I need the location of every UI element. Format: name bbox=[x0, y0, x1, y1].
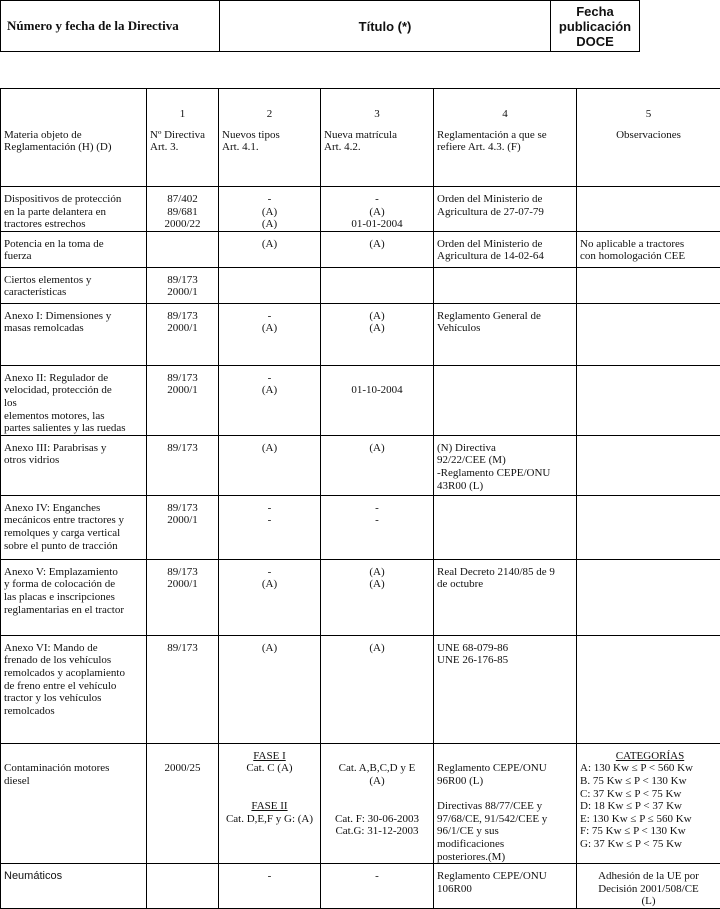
cell-observaciones bbox=[577, 864, 720, 909]
cell-line: (A) bbox=[321, 775, 433, 788]
cell-materia bbox=[1, 365, 147, 435]
cell-line: 01-10-2004 bbox=[321, 384, 433, 397]
cell-line: Reglamentación (H) (D) bbox=[4, 141, 146, 154]
cell-line: en la parte delantera en bbox=[4, 206, 146, 219]
cell-line: 2000/1 bbox=[147, 578, 218, 591]
table-row bbox=[1, 231, 720, 267]
cell-reglamentacion bbox=[434, 267, 577, 303]
table-row bbox=[1, 365, 720, 435]
cell-line: (A) bbox=[219, 218, 320, 231]
header-fecha-line3: DOCE bbox=[551, 34, 639, 49]
cell-line: mecánicos entre tractores y bbox=[4, 514, 146, 527]
table-row bbox=[1, 864, 720, 909]
cell-line: (N) Directiva bbox=[437, 442, 576, 455]
cell-line: Anexo VI: Mando de bbox=[4, 642, 146, 655]
cell-line: 2000/1 bbox=[147, 322, 218, 335]
cell-line: - bbox=[321, 502, 433, 515]
cell-directiva bbox=[147, 267, 219, 303]
cell-line: - bbox=[321, 193, 433, 206]
cell-reglamentacion bbox=[434, 187, 577, 232]
cell-line: Agricultura de 27-07-79 bbox=[437, 206, 576, 219]
cell-line: (A) bbox=[219, 322, 320, 335]
column-header-1 bbox=[147, 125, 219, 187]
fase-title: FASE II bbox=[219, 800, 320, 813]
cell-line: (A) bbox=[219, 642, 320, 655]
column-number-2 bbox=[219, 89, 321, 125]
cell-matricula bbox=[321, 303, 434, 365]
column-number-1 bbox=[147, 89, 219, 125]
column-header-4 bbox=[434, 125, 577, 187]
cell-nuevos-tipos bbox=[219, 864, 321, 909]
cell-nuevos-tipos bbox=[219, 187, 321, 232]
column-number-label: 4 bbox=[502, 108, 508, 120]
cell-nuevos-tipos bbox=[219, 635, 321, 743]
cell-line: Observaciones bbox=[577, 129, 720, 142]
cell-line: 89/173 bbox=[147, 372, 218, 385]
cell-directiva bbox=[147, 495, 219, 559]
cell-observaciones bbox=[577, 495, 720, 559]
cell-materia bbox=[1, 635, 147, 743]
categorias-title: CATEGORÍAS bbox=[580, 750, 720, 763]
cell-line: Anexo I: Dimensiones y bbox=[4, 310, 146, 323]
cell-line bbox=[4, 750, 146, 763]
cell-materia bbox=[1, 231, 147, 267]
table-row bbox=[1, 635, 720, 743]
table-row bbox=[1, 495, 720, 559]
cell-line: 97/68/CE, 91/542/CEE y bbox=[437, 813, 576, 826]
cell-line: - bbox=[219, 870, 320, 883]
cell-reglamentacion bbox=[434, 495, 577, 559]
cell-reglamentacion bbox=[434, 635, 577, 743]
cell-line: 89/681 bbox=[147, 206, 218, 219]
cell-line: D: 18 Kw ≤ P < 37 Kw bbox=[580, 800, 720, 813]
cell-line: características bbox=[4, 286, 146, 299]
cell-line: 96/1/CE y sus bbox=[437, 825, 576, 838]
cell-matricula bbox=[321, 864, 434, 909]
cell-line: Materia objeto de bbox=[4, 129, 146, 142]
cell-line: de freno entre el vehículo bbox=[4, 680, 146, 693]
cell-line: 89/173 bbox=[147, 502, 218, 515]
cell-nuevos-tipos bbox=[219, 435, 321, 495]
column-number-0 bbox=[1, 89, 147, 125]
column-number-label: 2 bbox=[267, 108, 273, 120]
cell-line: - bbox=[219, 193, 320, 206]
cell-line: - bbox=[219, 502, 320, 515]
cell-line: 92/22/CEE (M) bbox=[437, 454, 576, 467]
cell-line: de octubre bbox=[437, 578, 576, 591]
cell-line: refiere Art. 4.3. (F) bbox=[437, 141, 576, 154]
cell-line: - bbox=[219, 514, 320, 527]
column-header-3 bbox=[321, 125, 434, 187]
column-header-5 bbox=[577, 125, 720, 187]
cell-directiva bbox=[147, 559, 219, 635]
cell-matricula bbox=[321, 635, 434, 743]
cell-line: 106R00 bbox=[437, 883, 576, 896]
cell-directiva bbox=[147, 187, 219, 232]
cell-line: Art. 3. bbox=[150, 141, 218, 154]
cell-observaciones bbox=[577, 231, 720, 267]
cell-line: 89/173 bbox=[147, 642, 218, 655]
cell-line: Cat.G: 31-12-2003 bbox=[321, 825, 433, 838]
cell-directiva bbox=[147, 435, 219, 495]
cell-line: y forma de colocación de bbox=[4, 578, 146, 591]
cell-matricula bbox=[321, 559, 434, 635]
cell-line bbox=[321, 788, 433, 801]
cell-matricula bbox=[321, 231, 434, 267]
fase-category: Cat. D,E,F y G: (A) bbox=[219, 813, 320, 826]
cell-line: remolcados y acoplamiento bbox=[4, 667, 146, 680]
cell-line: (A) bbox=[321, 578, 433, 591]
column-number-3 bbox=[321, 89, 434, 125]
column-number-4 bbox=[434, 89, 577, 125]
cell-nuevos-tipos bbox=[219, 365, 321, 435]
cell-line bbox=[321, 800, 433, 813]
cell-reglamentacion bbox=[434, 435, 577, 495]
cell-matricula bbox=[321, 435, 434, 495]
cell-reglamentacion bbox=[434, 559, 577, 635]
cell-line: (A) bbox=[219, 384, 320, 397]
cell-observaciones bbox=[577, 267, 720, 303]
cell-line: Anexo II: Regulador de bbox=[4, 372, 146, 385]
cell-line: Vehículos bbox=[437, 322, 576, 335]
cell-line: elementos motores, las bbox=[4, 410, 146, 423]
cell-line: (A) bbox=[321, 322, 433, 335]
header-titulo bbox=[220, 1, 551, 52]
cell-materia bbox=[1, 559, 147, 635]
cell-line: B. 75 Kw ≤ P < 130 Kw bbox=[580, 775, 720, 788]
column-number-label: 1 bbox=[180, 108, 186, 120]
cell-line: Agricultura de 14-02-64 bbox=[437, 250, 576, 263]
cell-line: Potencia en la toma de bbox=[4, 238, 146, 251]
cell-line: sobre el punto de tracción bbox=[4, 540, 146, 553]
cell-line: Nueva matrícula bbox=[324, 129, 433, 142]
cell-observaciones bbox=[577, 187, 720, 232]
cell-line: otros vidrios bbox=[4, 454, 146, 467]
header-titulo-label: Título (*) bbox=[359, 19, 412, 34]
cell-line: (A) bbox=[321, 310, 433, 323]
cell-reglamentacion bbox=[434, 864, 577, 909]
table-row bbox=[1, 303, 720, 365]
cell-line: 43R00 (L) bbox=[437, 480, 576, 493]
cell-line bbox=[321, 372, 433, 385]
cell-line: frenado de los vehículos bbox=[4, 654, 146, 667]
cell-nuevos-tipos bbox=[219, 743, 321, 863]
cell-line: (A) bbox=[321, 642, 433, 655]
cell-line: 2000/25 bbox=[147, 762, 218, 775]
cell-line: - bbox=[219, 566, 320, 579]
cell-line: 87/402 bbox=[147, 193, 218, 206]
column-number-5 bbox=[577, 89, 720, 125]
column-number-label: 5 bbox=[646, 108, 652, 120]
cell-line: Cat. F: 30-06-2003 bbox=[321, 813, 433, 826]
cell-line: Art. 4.2. bbox=[324, 141, 433, 154]
cell-line: Cat. A,B,C,D y E bbox=[321, 762, 433, 775]
cell-line: Decisión 2001/508/CE bbox=[577, 883, 720, 896]
cell-line: UNE 68-079-86 bbox=[437, 642, 576, 655]
cell-materia bbox=[1, 495, 147, 559]
header-fecha-line1: Fecha bbox=[551, 4, 639, 19]
cell-line: 2000/1 bbox=[147, 286, 218, 299]
cell-reglamentacion bbox=[434, 743, 577, 863]
cell-materia bbox=[1, 435, 147, 495]
cell-line: diesel bbox=[4, 775, 146, 788]
cell-line: Art. 4.1. bbox=[222, 141, 320, 154]
cell-line: (L) bbox=[577, 895, 720, 908]
cell-line: No aplicable a tractores bbox=[580, 238, 720, 251]
cell-line: partes salientes y las ruedas bbox=[4, 422, 146, 435]
cell-reglamentacion bbox=[434, 303, 577, 365]
cell-line bbox=[147, 750, 218, 763]
table-row bbox=[1, 743, 720, 863]
cell-materia bbox=[1, 864, 147, 909]
fase-title: FASE I bbox=[219, 750, 320, 763]
cell-nuevos-tipos bbox=[219, 495, 321, 559]
cell-line: (A) bbox=[219, 442, 320, 455]
cell-nuevos-tipos bbox=[219, 303, 321, 365]
cell-materia bbox=[1, 743, 147, 863]
cell-line: -Reglamento CEPE/ONU bbox=[437, 467, 576, 480]
cell-line: Reglamento CEPE/ONU bbox=[437, 762, 576, 775]
cell-observaciones bbox=[577, 559, 720, 635]
cell-line: Orden del Ministerio de bbox=[437, 193, 576, 206]
document-header bbox=[0, 0, 640, 52]
header-directiva bbox=[1, 1, 220, 52]
cell-line: (A) bbox=[321, 206, 433, 219]
column-header-0 bbox=[1, 125, 147, 187]
header-directiva-label: Número y fecha de la Directiva bbox=[7, 18, 179, 33]
table-row bbox=[1, 559, 720, 635]
cell-line: Orden del Ministerio de bbox=[437, 238, 576, 251]
cell-line: A: 130 Kw ≤ P < 560 Kw bbox=[580, 762, 720, 775]
cell-observaciones bbox=[577, 743, 720, 863]
cell-line: C: 37 Kw ≤ P < 75 Kw bbox=[580, 788, 720, 801]
cell-line: (A) bbox=[219, 578, 320, 591]
column-header-2 bbox=[219, 125, 321, 187]
cell-observaciones bbox=[577, 365, 720, 435]
cell-line: velocidad, protección de bbox=[4, 384, 146, 397]
cell-observaciones bbox=[577, 435, 720, 495]
cell-line: UNE 26-176-85 bbox=[437, 654, 576, 667]
cell-line: - bbox=[219, 372, 320, 385]
cell-directiva bbox=[147, 231, 219, 267]
cell-directiva bbox=[147, 743, 219, 863]
cell-directiva bbox=[147, 864, 219, 909]
regulations-table bbox=[0, 88, 720, 909]
cell-line: reglamentarias en el tractor bbox=[4, 604, 146, 617]
cell-line: Adhesión de la UE por bbox=[577, 870, 720, 883]
cell-line: Reglamento CEPE/ONU bbox=[437, 870, 576, 883]
table-row bbox=[1, 435, 720, 495]
cell-reglamentacion bbox=[434, 231, 577, 267]
cell-line: Directivas 88/77/CEE y bbox=[437, 800, 576, 813]
cell-line: Reglamento General de bbox=[437, 310, 576, 323]
cell-matricula bbox=[321, 365, 434, 435]
cell-materia bbox=[1, 303, 147, 365]
cell-line: los bbox=[4, 397, 146, 410]
cell-directiva bbox=[147, 303, 219, 365]
cell-line bbox=[437, 788, 576, 801]
cell-directiva bbox=[147, 365, 219, 435]
cell-materia bbox=[1, 187, 147, 232]
cell-line: con homologación CEE bbox=[580, 250, 720, 263]
cell-line: 2000/1 bbox=[147, 514, 218, 527]
cell-line: (A) bbox=[219, 206, 320, 219]
spacer bbox=[219, 775, 320, 800]
cell-line: G: 37 Kw ≤ P < 75 Kw bbox=[580, 838, 720, 851]
cell-line: remolcados bbox=[4, 705, 146, 718]
cell-nuevos-tipos bbox=[219, 231, 321, 267]
cell-line: - bbox=[219, 310, 320, 323]
cell-line: 2000/1 bbox=[147, 384, 218, 397]
cell-line: posteriores.(M) bbox=[437, 851, 576, 864]
cell-matricula bbox=[321, 495, 434, 559]
cell-line: Neumáticos bbox=[4, 870, 146, 883]
cell-line: - bbox=[321, 870, 433, 883]
cell-line: (A) bbox=[321, 238, 433, 251]
cell-line: Real Decreto 2140/85 de 9 bbox=[437, 566, 576, 579]
cell-line: (A) bbox=[321, 442, 433, 455]
cell-line: 96R00 (L) bbox=[437, 775, 576, 788]
cell-line bbox=[437, 750, 576, 763]
cell-line: - bbox=[321, 514, 433, 527]
cell-line: Nuevos tipos bbox=[222, 129, 320, 142]
table-row bbox=[1, 267, 720, 303]
cell-line: 01-01-2004 bbox=[321, 218, 433, 231]
cell-line: 89/173 bbox=[147, 310, 218, 323]
cell-line: (A) bbox=[219, 238, 320, 251]
cell-matricula bbox=[321, 267, 434, 303]
cell-line: Dispositivos de protección bbox=[4, 193, 146, 206]
cell-line: F: 75 Kw ≤ P < 130 Kw bbox=[580, 825, 720, 838]
cell-line: 89/173 bbox=[147, 566, 218, 579]
cell-nuevos-tipos bbox=[219, 559, 321, 635]
cell-reglamentacion bbox=[434, 365, 577, 435]
cell-matricula bbox=[321, 743, 434, 863]
cell-line: Nº Directiva bbox=[150, 129, 218, 142]
cell-line: 2000/22 bbox=[147, 218, 218, 231]
cell-line: Contaminación motores bbox=[4, 762, 146, 775]
cell-line: E: 130 Kw ≤ P ≤ 560 Kw bbox=[580, 813, 720, 826]
cell-line: 89/173 bbox=[147, 442, 218, 455]
header-fecha bbox=[551, 1, 640, 52]
cell-observaciones bbox=[577, 635, 720, 743]
cell-line: Ciertos elementos y bbox=[4, 274, 146, 287]
cell-matricula bbox=[321, 187, 434, 232]
cell-line: fuerza bbox=[4, 250, 146, 263]
cell-line: tractores estrechos bbox=[4, 218, 146, 231]
cell-line: masas remolcadas bbox=[4, 322, 146, 335]
cell-line: remolques y carga vertical bbox=[4, 527, 146, 540]
cell-nuevos-tipos bbox=[219, 267, 321, 303]
cell-line bbox=[321, 750, 433, 763]
column-number-label: 3 bbox=[374, 108, 380, 120]
cell-materia bbox=[1, 267, 147, 303]
cell-line: Anexo III: Parabrisas y bbox=[4, 442, 146, 455]
cell-line: (A) bbox=[321, 566, 433, 579]
table-row bbox=[1, 187, 720, 232]
cell-line: tractor y los vehículos bbox=[4, 692, 146, 705]
cell-line: Anexo V: Emplazamiento bbox=[4, 566, 146, 579]
fase-category: Cat. C (A) bbox=[219, 762, 320, 775]
cell-line: Anexo IV: Enganches bbox=[4, 502, 146, 515]
cell-line: modificaciones bbox=[437, 838, 576, 851]
header-fecha-line2: publicación bbox=[551, 19, 639, 34]
cell-observaciones bbox=[577, 303, 720, 365]
cell-line: las placas e inscripciones bbox=[4, 591, 146, 604]
cell-line: 89/173 bbox=[147, 274, 218, 287]
cell-directiva bbox=[147, 635, 219, 743]
cell-line: Reglamentación a que se bbox=[437, 129, 576, 142]
